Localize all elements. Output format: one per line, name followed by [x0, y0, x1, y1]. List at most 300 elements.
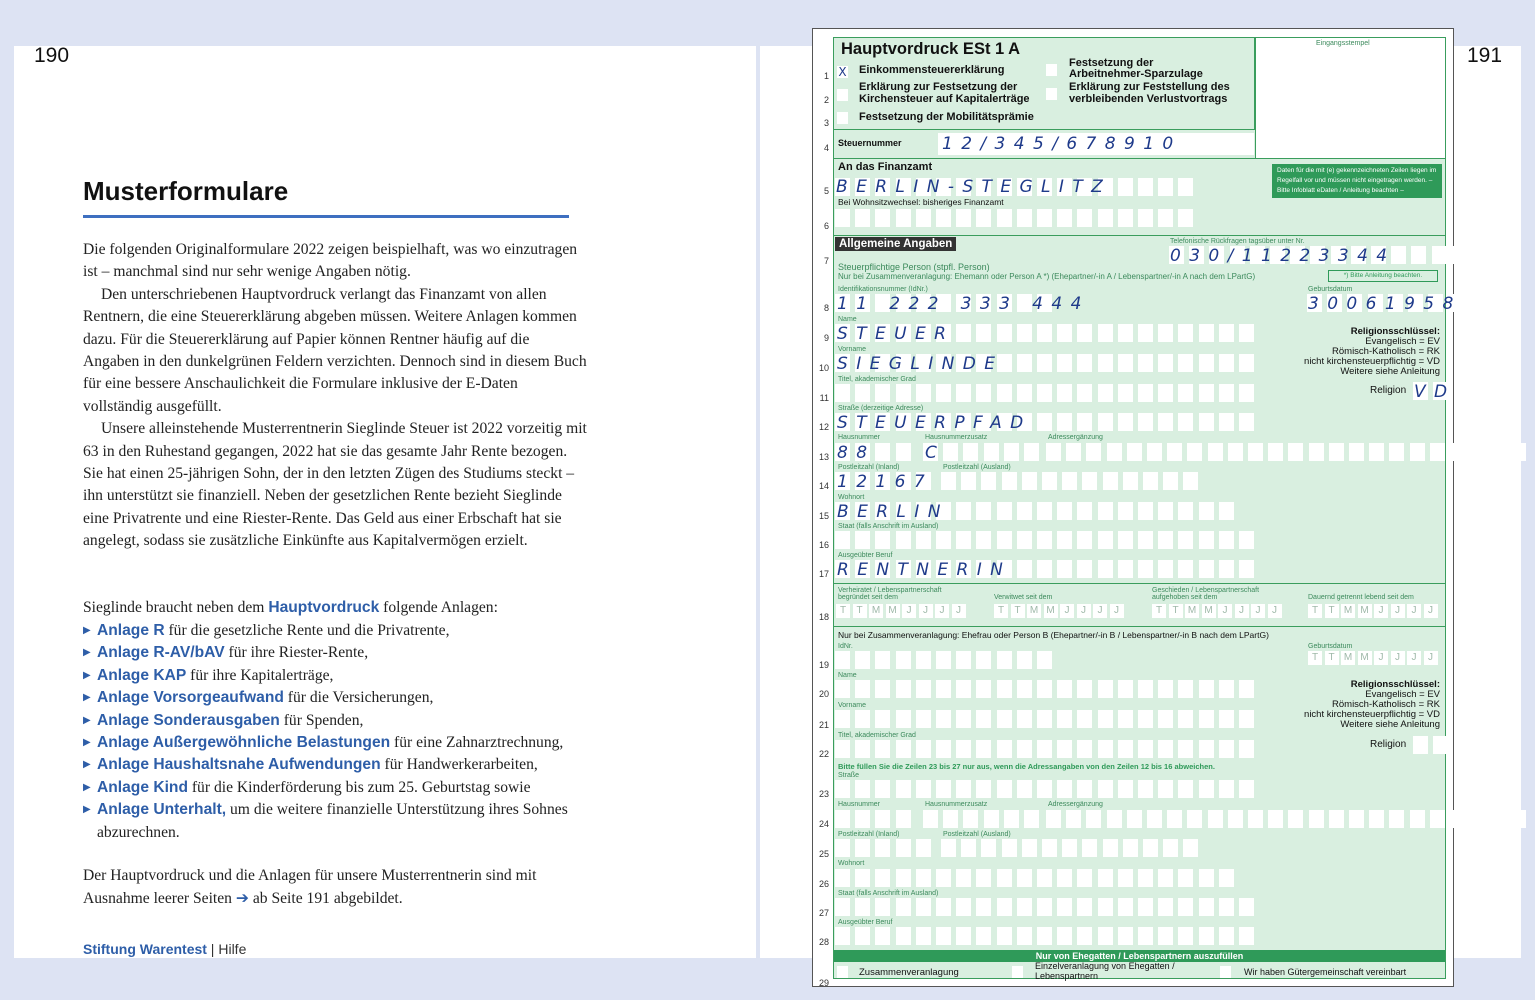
- char-box[interactable]: [1062, 839, 1077, 857]
- char-box[interactable]: [1158, 354, 1173, 372]
- char-box[interactable]: [1077, 740, 1092, 758]
- char-box[interactable]: [997, 869, 1012, 887]
- char-box[interactable]: [1037, 209, 1052, 227]
- char-box[interactable]: [1163, 472, 1178, 490]
- char-box[interactable]: [1118, 898, 1133, 916]
- date-box[interactable]: M: [1202, 604, 1216, 618]
- date-box[interactable]: T: [1169, 604, 1183, 618]
- char-box[interactable]: [1178, 740, 1193, 758]
- char-box[interactable]: [916, 651, 931, 669]
- char-box[interactable]: [875, 531, 890, 549]
- char-box[interactable]: [1037, 710, 1052, 728]
- char-box[interactable]: [1022, 472, 1037, 490]
- char-box[interactable]: [1057, 898, 1072, 916]
- checkbox-savings[interactable]: [1046, 64, 1057, 76]
- char-box[interactable]: [997, 740, 1012, 758]
- char-box[interactable]: [1178, 354, 1193, 372]
- char-box[interactable]: [1199, 869, 1214, 887]
- date-box[interactable]: J: [1424, 604, 1438, 618]
- char-box[interactable]: [1389, 443, 1404, 461]
- char-box[interactable]: [896, 710, 911, 728]
- char-box[interactable]: [936, 384, 951, 402]
- char-box[interactable]: [1228, 810, 1243, 828]
- char-box[interactable]: [1077, 531, 1092, 549]
- char-box[interactable]: [1178, 178, 1193, 196]
- char-box[interactable]: [1017, 384, 1032, 402]
- char-box[interactable]: [896, 869, 911, 887]
- char-box[interactable]: [1017, 502, 1032, 520]
- char-box[interactable]: [1248, 443, 1263, 461]
- char-box[interactable]: [1219, 531, 1234, 549]
- char-box[interactable]: [961, 839, 976, 857]
- checkbox-income-tax[interactable]: X: [838, 65, 847, 79]
- char-box[interactable]: [916, 927, 931, 945]
- date-box[interactable]: J: [1407, 604, 1421, 618]
- char-box[interactable]: [1199, 324, 1214, 342]
- char-box[interactable]: [1178, 560, 1193, 578]
- char-box[interactable]: [956, 531, 971, 549]
- char-box[interactable]: [1118, 869, 1133, 887]
- char-box[interactable]: [1086, 810, 1101, 828]
- char-box[interactable]: [1178, 780, 1193, 798]
- char-box[interactable]: [835, 869, 850, 887]
- char-box[interactable]: [1037, 680, 1052, 698]
- char-box[interactable]: [916, 680, 931, 698]
- char-box[interactable]: [916, 898, 931, 916]
- char-box[interactable]: [916, 209, 931, 227]
- char-box[interactable]: [916, 839, 931, 857]
- date-box[interactable]: T: [1308, 651, 1322, 665]
- char-box[interactable]: [1017, 354, 1032, 372]
- char-box[interactable]: [1183, 472, 1198, 490]
- date-box[interactable]: M: [1027, 604, 1041, 618]
- char-box[interactable]: [956, 898, 971, 916]
- char-box[interactable]: [875, 651, 890, 669]
- date-box[interactable]: J: [935, 604, 949, 618]
- char-box[interactable]: [1349, 443, 1364, 461]
- date-box[interactable]: J: [919, 604, 933, 618]
- char-box[interactable]: [1066, 443, 1081, 461]
- char-box[interactable]: [1511, 443, 1526, 461]
- char-box[interactable]: [976, 531, 991, 549]
- char-box[interactable]: [1057, 354, 1072, 372]
- char-box[interactable]: [1199, 560, 1214, 578]
- char-box[interactable]: [1037, 651, 1052, 669]
- char-box[interactable]: [875, 384, 890, 402]
- char-box[interactable]: [1118, 560, 1133, 578]
- char-box[interactable]: [1004, 810, 1019, 828]
- char-box[interactable]: [1158, 680, 1173, 698]
- date-box[interactable]: J: [1077, 604, 1091, 618]
- char-box[interactable]: [1219, 869, 1234, 887]
- char-box[interactable]: [855, 740, 870, 758]
- char-box[interactable]: [941, 839, 956, 857]
- char-box[interactable]: [1158, 560, 1173, 578]
- char-box[interactable]: [997, 710, 1012, 728]
- char-box[interactable]: [1017, 898, 1032, 916]
- char-box[interactable]: [1017, 560, 1032, 578]
- char-box[interactable]: [916, 780, 931, 798]
- char-box[interactable]: [936, 680, 951, 698]
- date-box[interactable]: J: [1391, 651, 1405, 665]
- char-box[interactable]: [1057, 780, 1072, 798]
- char-box[interactable]: [1138, 502, 1153, 520]
- char-box[interactable]: [1098, 384, 1113, 402]
- char-box[interactable]: [956, 927, 971, 945]
- char-box[interactable]: [1239, 531, 1254, 549]
- char-box[interactable]: [976, 710, 991, 728]
- char-box[interactable]: [1037, 384, 1052, 402]
- char-box[interactable]: [1118, 209, 1133, 227]
- char-box[interactable]: [875, 710, 890, 728]
- char-box[interactable]: [1288, 443, 1303, 461]
- char-box[interactable]: [1410, 810, 1425, 828]
- char-box[interactable]: [1199, 413, 1214, 431]
- char-box[interactable]: [1057, 710, 1072, 728]
- char-box[interactable]: [1199, 740, 1214, 758]
- char-box[interactable]: [997, 680, 1012, 698]
- char-box[interactable]: [1490, 443, 1505, 461]
- char-box[interactable]: [1077, 780, 1092, 798]
- char-box[interactable]: [1077, 869, 1092, 887]
- char-box[interactable]: [1178, 324, 1193, 342]
- char-box[interactable]: [981, 839, 996, 857]
- char-box[interactable]: [1369, 443, 1384, 461]
- char-box[interactable]: [1158, 413, 1173, 431]
- char-box[interactable]: [1057, 560, 1072, 578]
- date-box[interactable]: T: [1325, 651, 1339, 665]
- date-box[interactable]: T: [836, 604, 850, 618]
- char-box[interactable]: [1098, 680, 1113, 698]
- char-box[interactable]: [1118, 740, 1133, 758]
- char-box[interactable]: [1057, 324, 1072, 342]
- char-box[interactable]: [997, 384, 1012, 402]
- char-box[interactable]: [896, 384, 911, 402]
- char-box[interactable]: [835, 209, 850, 227]
- char-box[interactable]: [1138, 869, 1153, 887]
- char-box[interactable]: [1037, 869, 1052, 887]
- char-box[interactable]: [1143, 839, 1158, 857]
- char-box[interactable]: [1219, 740, 1234, 758]
- char-box[interactable]: [875, 898, 890, 916]
- char-box[interactable]: [936, 710, 951, 728]
- char-box[interactable]: [1158, 502, 1173, 520]
- char-box[interactable]: [1138, 898, 1153, 916]
- char-box[interactable]: [997, 209, 1012, 227]
- char-box[interactable]: [1158, 780, 1173, 798]
- checkbox-loss[interactable]: [1046, 88, 1057, 100]
- char-box[interactable]: [997, 927, 1012, 945]
- date-box[interactable]: T: [994, 604, 1008, 618]
- char-box[interactable]: [1199, 502, 1214, 520]
- char-box[interactable]: [1098, 780, 1113, 798]
- date-box[interactable]: M: [1044, 604, 1058, 618]
- char-box[interactable]: [1017, 780, 1032, 798]
- char-box[interactable]: [1098, 898, 1113, 916]
- char-box[interactable]: [1288, 810, 1303, 828]
- char-box[interactable]: [1118, 927, 1133, 945]
- char-box[interactable]: [875, 680, 890, 698]
- char-box[interactable]: [1430, 443, 1445, 461]
- char-box[interactable]: [1118, 178, 1133, 196]
- date-box[interactable]: J: [1374, 604, 1388, 618]
- char-box[interactable]: [1123, 472, 1138, 490]
- char-box[interactable]: [1239, 710, 1254, 728]
- char-box[interactable]: [1077, 324, 1092, 342]
- char-box[interactable]: [1017, 209, 1032, 227]
- date-box[interactable]: J: [1093, 604, 1107, 618]
- char-box[interactable]: [1017, 680, 1032, 698]
- char-box[interactable]: [1239, 384, 1254, 402]
- char-box[interactable]: [1178, 898, 1193, 916]
- char-box[interactable]: [896, 209, 911, 227]
- char-box[interactable]: [976, 927, 991, 945]
- char-box[interactable]: [1022, 839, 1037, 857]
- char-box[interactable]: [1077, 710, 1092, 728]
- char-box[interactable]: [1077, 560, 1092, 578]
- char-box[interactable]: [1138, 927, 1153, 945]
- char-box[interactable]: [1077, 209, 1092, 227]
- date-box[interactable]: J: [1268, 604, 1282, 618]
- char-box[interactable]: [1208, 810, 1223, 828]
- char-box[interactable]: [1057, 209, 1072, 227]
- char-box[interactable]: [896, 780, 911, 798]
- char-box[interactable]: [1432, 246, 1447, 264]
- char-box[interactable]: [875, 780, 890, 798]
- date-box[interactable]: T: [1325, 604, 1339, 618]
- char-box[interactable]: [1239, 560, 1254, 578]
- char-box[interactable]: [1098, 209, 1113, 227]
- char-box[interactable]: [1098, 560, 1113, 578]
- char-box[interactable]: [896, 680, 911, 698]
- checkbox-joint-assessment[interactable]: [837, 966, 848, 978]
- char-box[interactable]: [1077, 898, 1092, 916]
- char-box[interactable]: [855, 531, 870, 549]
- char-box[interactable]: [1057, 869, 1072, 887]
- date-box[interactable]: J: [1235, 604, 1249, 618]
- checkbox-separate-assessment[interactable]: [1012, 966, 1023, 978]
- char-box[interactable]: [1178, 531, 1193, 549]
- char-box[interactable]: [997, 502, 1012, 520]
- date-box[interactable]: M: [1341, 604, 1355, 618]
- char-box[interactable]: [896, 740, 911, 758]
- char-box[interactable]: [936, 898, 951, 916]
- char-box[interactable]: [1158, 324, 1173, 342]
- char-box[interactable]: [1077, 413, 1092, 431]
- char-box[interactable]: [1239, 413, 1254, 431]
- char-box[interactable]: [1017, 869, 1032, 887]
- char-box[interactable]: [896, 810, 911, 828]
- date-box[interactable]: J: [1391, 604, 1405, 618]
- char-box[interactable]: [1433, 736, 1448, 754]
- char-box[interactable]: [1118, 384, 1133, 402]
- char-box[interactable]: [875, 810, 890, 828]
- char-box[interactable]: [1199, 354, 1214, 372]
- char-box[interactable]: [1199, 384, 1214, 402]
- char-box[interactable]: [1219, 354, 1234, 372]
- char-box[interactable]: [1138, 413, 1153, 431]
- char-box[interactable]: [956, 869, 971, 887]
- char-box[interactable]: [976, 898, 991, 916]
- char-box[interactable]: [1082, 839, 1097, 857]
- char-box[interactable]: [976, 502, 991, 520]
- char-box[interactable]: [1268, 810, 1283, 828]
- char-box[interactable]: [1329, 443, 1344, 461]
- char-box[interactable]: [1158, 710, 1173, 728]
- char-box[interactable]: [875, 740, 890, 758]
- char-box[interactable]: [1017, 927, 1032, 945]
- char-box[interactable]: [976, 680, 991, 698]
- char-box[interactable]: [976, 651, 991, 669]
- char-box[interactable]: [1147, 810, 1162, 828]
- char-box[interactable]: [916, 869, 931, 887]
- char-box[interactable]: [961, 472, 976, 490]
- char-box[interactable]: [1147, 443, 1162, 461]
- char-box[interactable]: [997, 324, 1012, 342]
- char-box[interactable]: [1163, 839, 1178, 857]
- date-box[interactable]: J: [1251, 604, 1265, 618]
- char-box[interactable]: [1118, 354, 1133, 372]
- char-box[interactable]: [1037, 560, 1052, 578]
- char-box[interactable]: [1057, 531, 1072, 549]
- char-box[interactable]: [1219, 680, 1234, 698]
- char-box[interactable]: [1138, 209, 1153, 227]
- char-box[interactable]: [855, 710, 870, 728]
- char-box[interactable]: [976, 324, 991, 342]
- char-box[interactable]: [1167, 443, 1182, 461]
- char-box[interactable]: [1410, 443, 1425, 461]
- char-box[interactable]: [896, 651, 911, 669]
- char-box[interactable]: [1239, 324, 1254, 342]
- char-box[interactable]: [1309, 443, 1324, 461]
- char-box[interactable]: [1228, 443, 1243, 461]
- date-box[interactable]: J: [1110, 604, 1124, 618]
- char-box[interactable]: [1037, 502, 1052, 520]
- date-box[interactable]: J: [1060, 604, 1074, 618]
- char-box[interactable]: [943, 443, 958, 461]
- char-box[interactable]: [943, 810, 958, 828]
- date-box[interactable]: T: [1152, 604, 1166, 618]
- char-box[interactable]: [1017, 651, 1032, 669]
- char-box[interactable]: [997, 780, 1012, 798]
- date-box[interactable]: J: [1424, 651, 1438, 665]
- char-box[interactable]: [1107, 810, 1122, 828]
- char-box[interactable]: [1037, 324, 1052, 342]
- char-box[interactable]: [896, 898, 911, 916]
- char-box[interactable]: [1138, 740, 1153, 758]
- char-box[interactable]: [1158, 531, 1173, 549]
- char-box[interactable]: [1369, 810, 1384, 828]
- char-box[interactable]: [835, 740, 850, 758]
- char-box[interactable]: [1098, 502, 1113, 520]
- char-box[interactable]: [1042, 839, 1057, 857]
- char-box[interactable]: [1077, 384, 1092, 402]
- char-box[interactable]: [956, 502, 971, 520]
- char-box[interactable]: [1199, 898, 1214, 916]
- char-box[interactable]: [855, 927, 870, 945]
- char-box[interactable]: [997, 898, 1012, 916]
- char-box[interactable]: [1239, 740, 1254, 758]
- char-box[interactable]: [1158, 740, 1173, 758]
- char-box[interactable]: [1430, 810, 1445, 828]
- char-box[interactable]: [1138, 680, 1153, 698]
- char-box[interactable]: [1219, 710, 1234, 728]
- char-box[interactable]: [956, 384, 971, 402]
- char-box[interactable]: [1472, 246, 1487, 264]
- char-box[interactable]: [1158, 898, 1173, 916]
- char-box[interactable]: [956, 740, 971, 758]
- char-box[interactable]: [1490, 810, 1505, 828]
- char-box[interactable]: [1470, 810, 1485, 828]
- date-box[interactable]: J: [902, 604, 916, 618]
- date-box[interactable]: M: [869, 604, 883, 618]
- char-box[interactable]: [1239, 680, 1254, 698]
- char-box[interactable]: [1219, 560, 1234, 578]
- char-box[interactable]: [1077, 354, 1092, 372]
- char-box[interactable]: [1138, 324, 1153, 342]
- char-box[interactable]: [1178, 502, 1193, 520]
- char-box[interactable]: [976, 209, 991, 227]
- char-box[interactable]: [1143, 472, 1158, 490]
- char-box[interactable]: [855, 810, 870, 828]
- char-box[interactable]: [875, 927, 890, 945]
- char-box[interactable]: [1098, 324, 1113, 342]
- char-box[interactable]: [1046, 810, 1061, 828]
- char-box[interactable]: [976, 384, 991, 402]
- char-box[interactable]: [1239, 927, 1254, 945]
- date-box[interactable]: T: [1308, 604, 1322, 618]
- char-box[interactable]: [1024, 810, 1039, 828]
- char-box[interactable]: [1098, 869, 1113, 887]
- char-box[interactable]: [997, 651, 1012, 669]
- char-box[interactable]: [1511, 810, 1526, 828]
- char-box[interactable]: [1086, 443, 1101, 461]
- char-box[interactable]: [976, 869, 991, 887]
- date-box[interactable]: M: [886, 604, 900, 618]
- checkbox-mobility[interactable]: [837, 112, 848, 124]
- char-box[interactable]: [855, 651, 870, 669]
- char-box[interactable]: [936, 927, 951, 945]
- date-box[interactable]: J: [1374, 651, 1388, 665]
- char-box[interactable]: [1103, 472, 1118, 490]
- char-box[interactable]: [1082, 472, 1097, 490]
- char-box[interactable]: [1037, 413, 1052, 431]
- char-box[interactable]: [1178, 384, 1193, 402]
- char-box[interactable]: [1046, 443, 1061, 461]
- char-box[interactable]: [1187, 810, 1202, 828]
- char-box[interactable]: [835, 780, 850, 798]
- char-box[interactable]: [984, 810, 999, 828]
- char-box[interactable]: [1118, 413, 1133, 431]
- char-box[interactable]: [855, 384, 870, 402]
- char-box[interactable]: [936, 209, 951, 227]
- date-box[interactable]: J: [952, 604, 966, 618]
- char-box[interactable]: [1219, 502, 1234, 520]
- char-box[interactable]: [1062, 472, 1077, 490]
- char-box[interactable]: [855, 839, 870, 857]
- char-box[interactable]: [1057, 927, 1072, 945]
- char-box[interactable]: [936, 780, 951, 798]
- char-box[interactable]: [1037, 927, 1052, 945]
- char-box[interactable]: [1098, 927, 1113, 945]
- char-box[interactable]: [1199, 680, 1214, 698]
- char-box[interactable]: [1199, 531, 1214, 549]
- char-box[interactable]: [855, 209, 870, 227]
- char-box[interactable]: [976, 740, 991, 758]
- char-box[interactable]: [1098, 740, 1113, 758]
- char-box[interactable]: [1329, 810, 1344, 828]
- char-box[interactable]: [1024, 443, 1039, 461]
